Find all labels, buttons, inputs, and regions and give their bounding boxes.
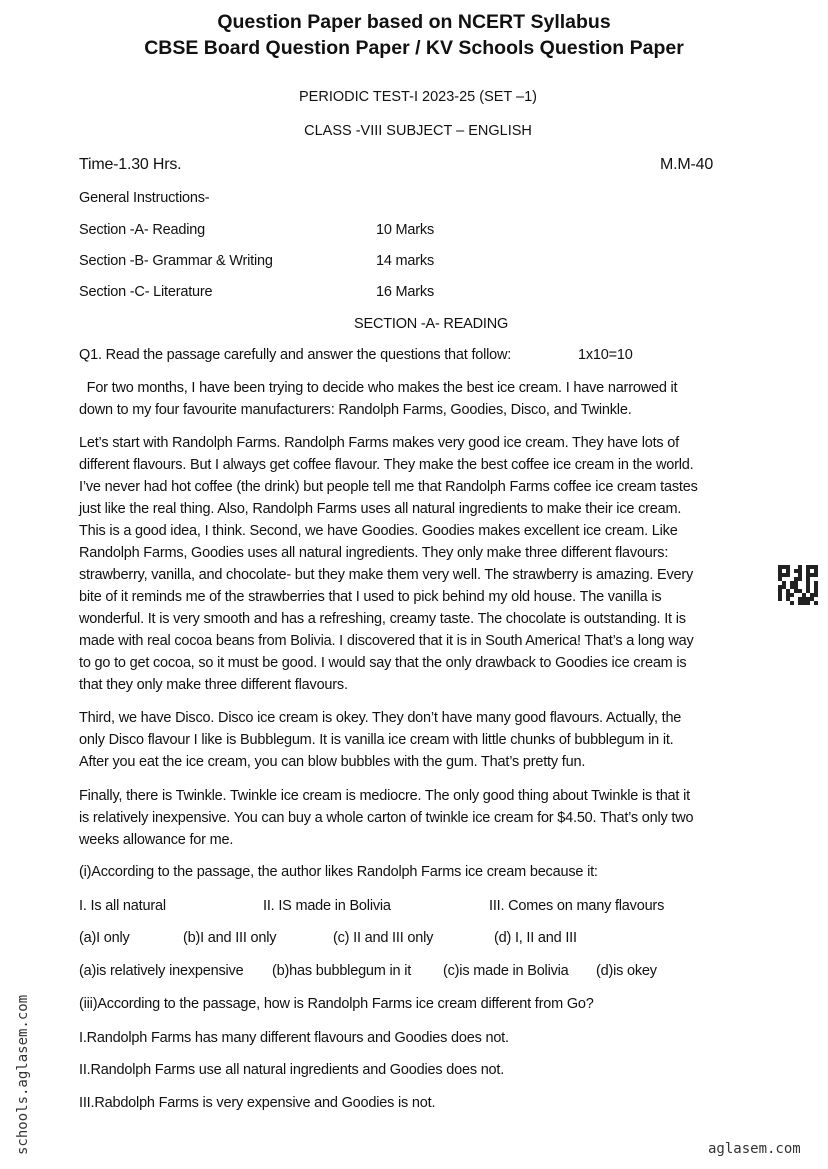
- question-i: (i)According to the passage, the author likes Randolph Farms ice cream because it:: [79, 864, 598, 880]
- passage-line: weeks allowance for me.: [79, 832, 234, 848]
- statement: I.Randolph Farms has many different flavours and Goodies does not.: [79, 1030, 509, 1046]
- passage-line: is relatively inexpensive. You can buy a whole carton of twinkle ice cream for $4.50. That’s only two: [79, 810, 694, 826]
- option: (b)has bubblegum in it: [272, 963, 412, 979]
- exam-time: Time-1.30 Hrs.: [79, 156, 182, 173]
- section-c-name: Section -C- Literature: [79, 284, 213, 300]
- section-a-heading: SECTION -A- READING: [354, 316, 509, 332]
- statement: III. Comes on many flavours: [489, 898, 665, 914]
- passage-line: made with real cocoa beans from Bolivia. I discovered that it is in South America! That’s a long way: [79, 633, 694, 649]
- section-a-marks: 10 Marks: [376, 222, 435, 238]
- header-line-2: CBSE Board Question Paper / KV Schools Question Paper: [144, 37, 684, 59]
- option: (c) II and III only: [333, 930, 434, 946]
- option: (c)is made in Bolivia: [443, 963, 569, 979]
- passage-paragraph-3: [79, 707, 681, 773]
- passage-line: to go to get cocoa, so it must be good. I would say that the only drawback to Goodies ice cream is: [79, 655, 687, 671]
- section-b-marks: 14 marks: [376, 253, 435, 269]
- passage-line: strawberry, vanilla, and chocolate- but they make them very well. The strawberry is amazing. Every: [79, 567, 694, 583]
- header-line-1: Question Paper based on NCERT Syllabus: [217, 11, 611, 33]
- passage-paragraph-4: [79, 785, 693, 851]
- passage-line: Let’s start with Randolph Farms. Randolph Farms makes very good ice cream. They have lots of: [79, 435, 680, 451]
- option: (d) I, II and III: [494, 930, 577, 946]
- side-watermark: schools.aglasem.com: [15, 994, 31, 1155]
- passage-paragraph-1: [79, 377, 677, 421]
- question-iii: (iii)According to the passage, how is Randolph Farms ice cream different from Go?: [79, 996, 594, 1012]
- instructions-heading: General Instructions-: [79, 190, 210, 206]
- passage-line: down to my four favourite manufacturers: Randolph Farms, Goodies, Disco, and Twinkle.: [79, 402, 632, 418]
- passage-line: Third, we have Disco. Disco ice cream is okey. They don’t have many good flavours. Actually, the: [79, 710, 682, 726]
- passage-line: For two months, I have been trying to decide who makes the best ice cream. I have narrowed it: [79, 380, 678, 396]
- qr-code-icon: [778, 565, 818, 605]
- passage-line: different flavours. But I always get coffee flavour. They make the best coffee ice cream in the world.: [79, 457, 694, 473]
- passage-line: This is a good idea, I think. Second, we have Goodies. Goodies makes excellent ice cream. Like: [79, 523, 678, 539]
- section-b-name: Section -B- Grammar & Writing: [79, 253, 273, 269]
- option: (d)is okey: [596, 963, 657, 979]
- option: (a)I only: [79, 930, 130, 946]
- max-marks: M.M-40: [660, 156, 714, 173]
- statement: II.Randolph Farms use all natural ingredients and Goodies does not.: [79, 1062, 505, 1078]
- statement: I. Is all natural: [79, 898, 166, 914]
- option: (a)is relatively inexpensive: [79, 963, 244, 979]
- passage-line: bite of it reminds me of the strawberries that I used to pick behind my old house. The vanilla is: [79, 589, 662, 605]
- passage-line: Finally, there is Twinkle. Twinkle ice cream is mediocre. The only good thing about Twinkle is that it: [79, 788, 690, 804]
- option: (b)I and III only: [183, 930, 277, 946]
- exam-title: PERIODIC TEST-I 2023-25 (SET –1): [299, 89, 537, 105]
- section-a-name: Section -A- Reading: [79, 222, 205, 238]
- passage-line: After you eat the ice cream, you can blow bubbles with the gum. That’s pretty fun.: [79, 754, 586, 770]
- passage-line: Randolph Farms, Goodies uses all natural ingredients. They only make three different flavours:: [79, 545, 669, 561]
- q1-marks: 1x10=10: [578, 347, 633, 363]
- passage-line: that they only make three different flavours.: [79, 677, 348, 693]
- statement: III.Rabdolph Farms is very expensive and Goodies is not.: [79, 1095, 436, 1111]
- bottom-watermark: aglasem.com: [708, 1141, 801, 1157]
- passage-line: I’ve never had hot coffee (the drink) but people tell me that Randolph Farms coffee ice cream tastes: [79, 479, 698, 495]
- passage-paragraph-2: [79, 432, 698, 696]
- section-c-marks: 16 Marks: [376, 284, 435, 300]
- class-subject: CLASS -VIII SUBJECT – ENGLISH: [304, 123, 532, 139]
- passage-line: just like the real thing. Also, Randolph Farms uses all natural ingredients to make their ice cream.: [79, 501, 682, 517]
- statement: II. IS made in Bolivia: [263, 898, 391, 914]
- q1-text: Q1. Read the passage carefully and answer the questions that follow:: [79, 347, 512, 363]
- passage-line: only Disco flavour I like is Bubblegum. It is vanilla ice cream with little chunks of bubblegum in it.: [79, 732, 674, 748]
- passage-line: wonderful. It is very smooth and has a refreshing, creamy taste. The chocolate is outstanding. It is: [79, 611, 686, 627]
